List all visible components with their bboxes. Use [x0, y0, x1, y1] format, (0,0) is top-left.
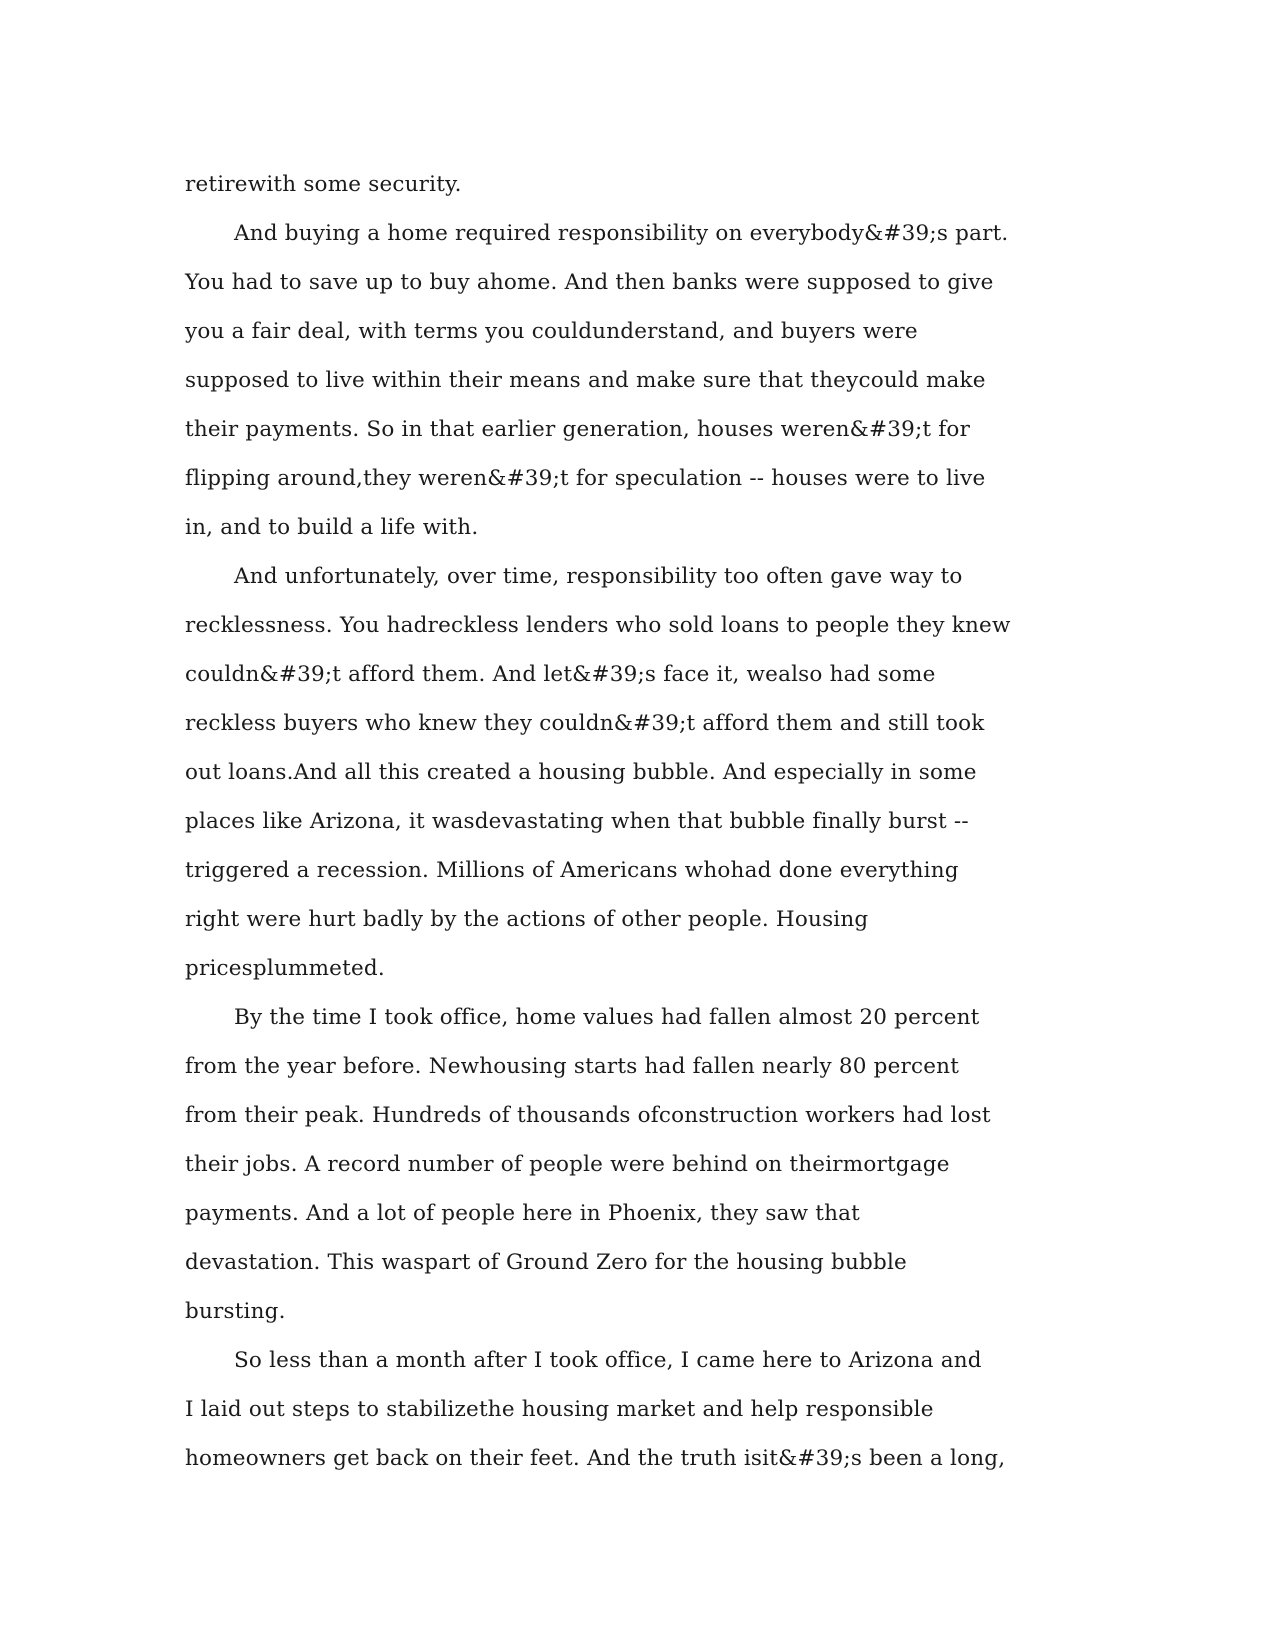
text-line: flipping around,they weren&#39;t for speculation -- houses were to live	[185, 466, 986, 491]
paragraph-first-line: By the time I took office, home values had fallen almost 20 percent	[234, 1005, 980, 1030]
paragraph-first-line: And unfortunately, over time, responsibility too often gave way to	[234, 564, 963, 589]
paragraph-first-line: So less than a month after I took office, I came here to Arizona and	[234, 1348, 982, 1373]
text-line: right were hurt badly by the actions of other people. Housing	[185, 907, 869, 932]
text-line: homeowners get back on their feet. And the truth isit&#39;s been a long,	[185, 1446, 1006, 1471]
text-line: bursting.	[185, 1299, 286, 1324]
text-line: retirewith some security.	[185, 172, 462, 197]
text-line: recklessness. You hadreckless lenders who sold loans to people they knew	[185, 613, 1011, 638]
text-line: reckless buyers who knew they couldn&#39;t afford them and still took	[185, 711, 985, 736]
text-line: I laid out steps to stabilizethe housing market and help responsible	[185, 1397, 934, 1422]
text-line: from their peak. Hundreds of thousands ofconstruction workers had lost	[185, 1103, 991, 1128]
text-line: their jobs. A record number of people were behind on theirmortgage	[185, 1152, 950, 1177]
text-line: out loans.And all this created a housing bubble. And especially in some	[185, 760, 977, 785]
text-line: in, and to build a life with.	[185, 515, 479, 540]
text-line: pricesplummeted.	[185, 956, 385, 981]
text-line: you a fair deal, with terms you couldunderstand, and buyers were	[185, 319, 918, 344]
text-line: devastation. This waspart of Ground Zero for the housing bubble	[185, 1250, 907, 1275]
body-text	[185, 160, 1105, 1483]
text-line: places like Arizona, it wasdevastating when that bubble finally burst --	[185, 809, 969, 834]
text-line: You had to save up to buy ahome. And then banks were supposed to give	[185, 270, 994, 295]
text-line: supposed to live within their means and make sure that theycould make	[185, 368, 986, 393]
text-line: couldn&#39;t afford them. And let&#39;s face it, wealso had some	[185, 662, 936, 687]
paragraph-first-line: And buying a home required responsibility on everybody&#39;s part.	[234, 221, 1009, 246]
text-line: their payments. So in that earlier generation, houses weren&#39;t for	[185, 417, 971, 442]
text-line: triggered a recession. Millions of Americans whohad done everything	[185, 858, 959, 883]
text-line: payments. And a lot of people here in Phoenix, they saw that	[185, 1201, 860, 1226]
text-line: from the year before. Newhousing starts had fallen nearly 80 percent	[185, 1054, 960, 1079]
